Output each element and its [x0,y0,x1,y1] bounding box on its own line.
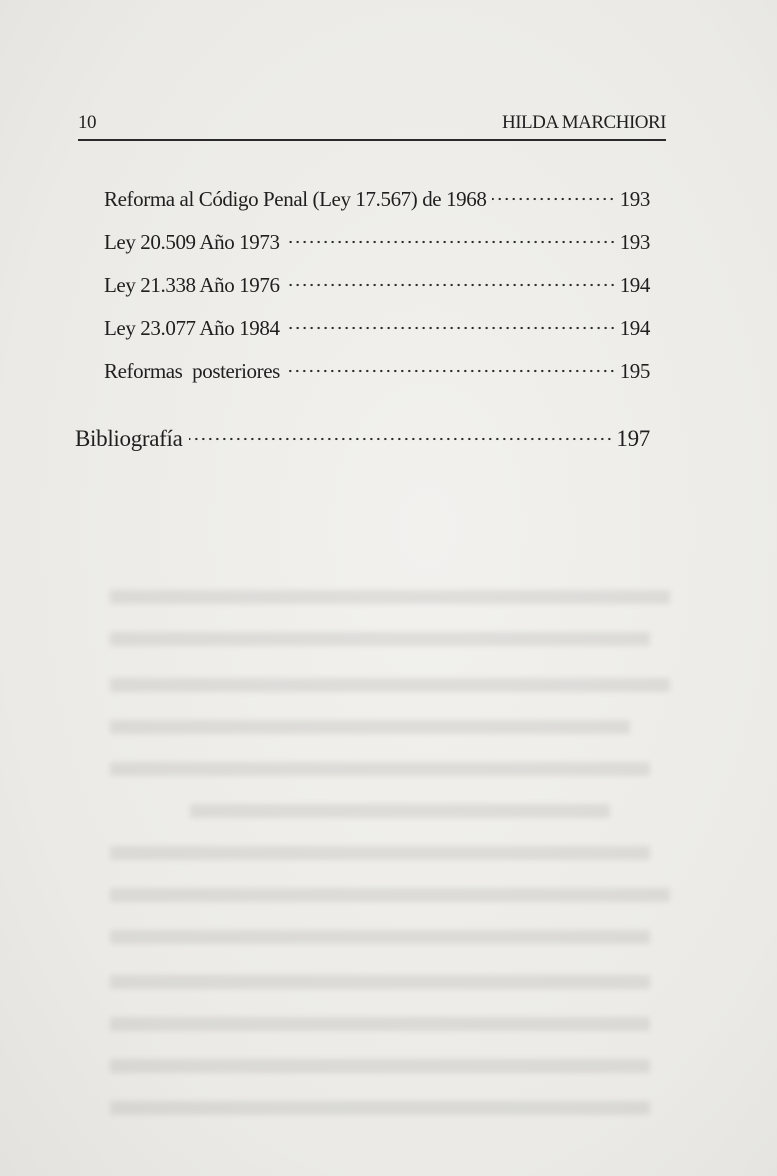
dot-leader [286,369,616,373]
toc-entry-bibliography [75,426,650,452]
toc-entry-title: Reforma al Código Penal (Ley 17.567) de 1968 [104,187,487,211]
dot-leader [286,240,616,244]
dot-leader [286,283,616,287]
page-number: 10 [78,112,96,133]
toc-entry-page: 193 [619,187,650,211]
toc-entry-page: 195 [619,359,650,383]
toc-entry [104,359,650,384]
toc-entry-title: Ley 23.077 Año 1984 [104,316,280,340]
toc-entry-title: Ley 21.338 Año 1976 [104,273,280,297]
dot-leader [286,326,616,330]
toc-entry-title: Ley 20.509 Año 1973 [104,230,280,254]
toc-entry [104,273,650,298]
header-author: HILDA MARCHIORI [501,112,666,133]
toc-entry [104,187,650,212]
toc-entry-page: 193 [619,230,650,254]
toc-entry [104,316,650,341]
toc-entry-page: 197 [616,426,650,451]
toc-entry-page: 194 [619,273,650,297]
toc-entry-title: Bibliografía [75,426,183,451]
toc-entry-title: Reformas posteriores [104,359,280,383]
toc-entry [104,230,650,255]
toc-entry-page: 194 [619,316,650,340]
dot-leader [492,197,615,201]
dot-leader [189,437,613,441]
